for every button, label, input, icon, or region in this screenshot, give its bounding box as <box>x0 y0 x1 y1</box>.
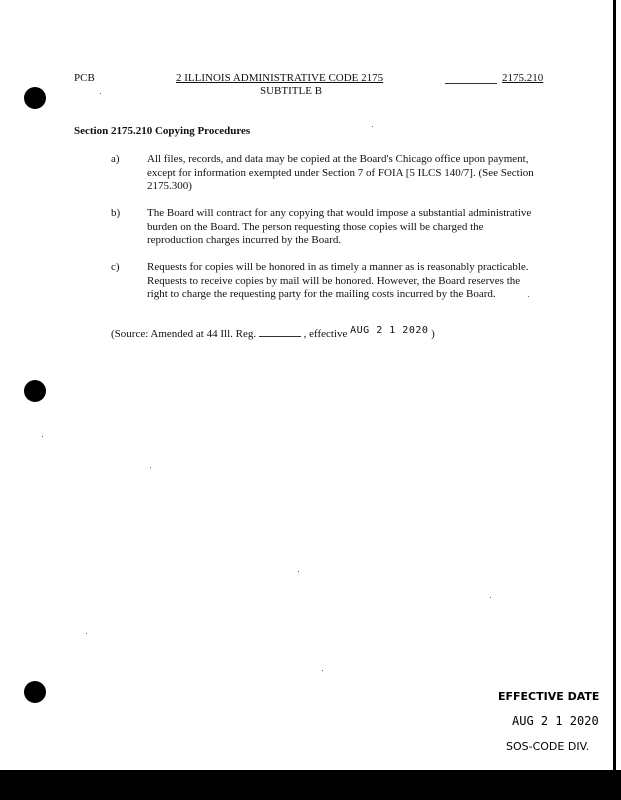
item-text: Requests for copies will be honored in as timely a manner as is reasonably practicable. Requests to receive copies by mail will be honored. However, the Board reserves the right to charge the requesting party for the mailing costs incurred by the Board. <box>147 261 529 300</box>
source-suffix: ) <box>431 328 435 340</box>
source-middle: , effective <box>303 328 348 340</box>
source-note <box>111 327 435 340</box>
effective-date-stamp-division: SOS-CODE DIV. <box>506 740 590 753</box>
punch-hole <box>24 681 46 703</box>
punch-hole <box>24 380 46 402</box>
scan-speck <box>490 597 491 598</box>
scan-speck <box>372 126 373 127</box>
scan-speck <box>322 670 323 671</box>
header-rule <box>445 83 497 84</box>
stamped-effective-date: AUG 2 1 2020 <box>350 325 429 336</box>
scan-speck <box>298 571 299 572</box>
item-label: c) <box>111 261 120 273</box>
scan-speck <box>150 467 151 468</box>
item-label: b) <box>111 207 121 219</box>
scan-bottom-border <box>0 770 621 800</box>
scan-speck <box>100 93 101 94</box>
item-text: All files, records, and data may be copied at the Board's Chicago office upon payment, except for information exempted under Section 7 of FOIA [5 ILCS 140/7]. (See Section 2175.300) <box>147 153 534 192</box>
scan-speck <box>42 436 43 437</box>
header-section-number: 2175.210 <box>502 72 544 84</box>
scan-edge <box>613 0 616 770</box>
effective-date-stamp-date: AUG 2 1 2020 <box>512 714 599 728</box>
header-agency: PCB <box>74 72 95 84</box>
item-label: a) <box>111 153 120 165</box>
section-title: Section 2175.210 Copying Procedures <box>74 125 251 137</box>
blank-line <box>259 327 301 337</box>
scan-speck <box>528 296 529 297</box>
effective-date-stamp-title: EFFECTIVE DATE <box>498 690 600 703</box>
scan-speck <box>86 633 87 634</box>
source-prefix: (Source: Amended at 44 Ill. Reg. <box>111 328 257 340</box>
header-subtitle: SUBTITLE B <box>260 85 323 97</box>
punch-hole <box>24 87 46 109</box>
header-code: 2 ILLINOIS ADMINISTRATIVE CODE 2175 <box>176 72 384 84</box>
item-text: The Board will contract for any copying that would impose a substantial administrative burden on the Board. The person requesting those copies will be charged the reproduction charges incurred by the Board. <box>147 207 532 246</box>
